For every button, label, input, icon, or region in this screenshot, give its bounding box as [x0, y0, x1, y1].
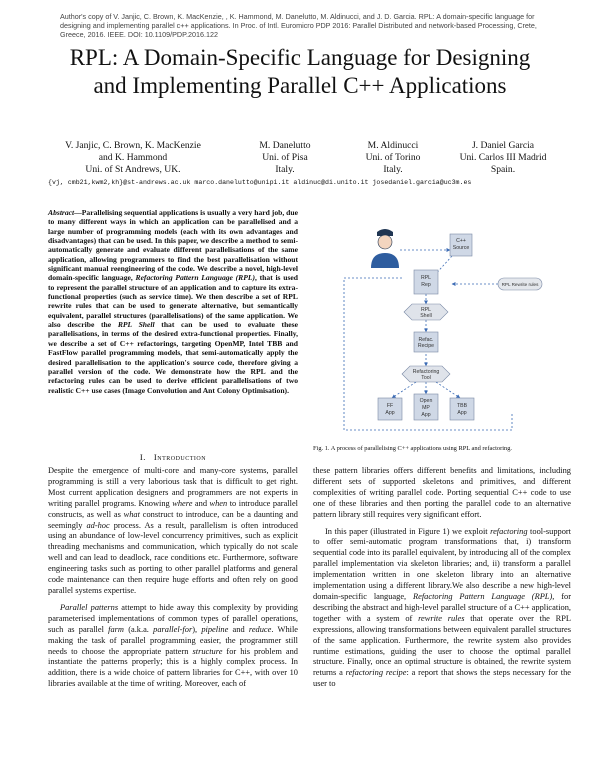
- svg-text:Tool: Tool: [421, 375, 431, 381]
- intro-paragraph-1: Despite the emergence of multi-core and many-core systems, parallel programming is still a very laborious task that is difficult to get right. Most current application designers and programmers are not experts in writing parallel programs. Knowing where and when to introduce parallel constructs, as well as what construct to introduce, can be a daunting and seemingly ad-hoc process. As a result, parallelism is often introduced using an abundance of low-level concurrency primitives, such as explicit threading mechanisms and communication, which typically do not scale well and can lead to deadlock, race conditions etc. Furthermore, software engineering tasks such as porting to other parallel platforms and general code maintenance can then require huge efforts and often rely on good parallel systems expertise.: [48, 466, 299, 595]
- svg-text:Rep: Rep: [421, 282, 431, 288]
- svg-text:App: App: [457, 410, 467, 416]
- svg-text:MP: MP: [422, 405, 430, 411]
- rpl-rep-node: [414, 270, 438, 294]
- intro-paragraph-4: In this paper (illustrated in Figure 1) we exploit refactoring tool-support to offer semi-automatic program transformations that, i) transform sequential code into its parallel equivalent, by introducing all of the complex parallel implementation via skeleton libraries; and, ii) transform a parallel implementation written in one skeleton library into an alternative implementation using a different library.We also describe a new high-level domain-specific language, Refactoring Pattern Language (RPL), for describing the abstract and high-level parallel structure of a C++ application, together with a system of rewrite rules that operate over the RPL expressions, allowing transformations between equivalent parallel structures of the same application. Furthermore, the rewrite system also provides runtime estimations, guiding the user to choose the optimal parallel structure. Finally, once an optimal structure is obtained, the rewrite system returns a refactoring recipe: a report that shows the steps necessary for the user to: [313, 526, 571, 689]
- title-line-1: RPL: A Domain-Specific Language for Designing: [69, 45, 531, 70]
- user-icon: [371, 229, 399, 268]
- svg-text:FF: FF: [386, 403, 394, 409]
- figure-1-process-diagram: [340, 226, 580, 441]
- author-emails: {vj, cmb21,kwm2,kh}@st-andrews.ac.uk marco.danelutto@unipi.it aldinuc@di.unito.it josedaniel.garcia@uc3m.es: [48, 179, 472, 186]
- svg-text:Refactoring: Refactoring: [412, 369, 440, 375]
- title-line-2: and Implementing Parallel C++ Applications: [93, 73, 507, 98]
- author-name: M. Danelutto: [259, 140, 311, 151]
- rewrite-rules-node: [498, 278, 542, 290]
- svg-text:Open: Open: [419, 398, 433, 404]
- svg-text:RPL: RPL: [420, 307, 432, 313]
- section-heading-introduction: I. Introduction: [139, 452, 207, 462]
- intro-paragraph-2: Parallel patterns attempt to hide away this complexity by providing parameterised implementations of common types of parallel operations, such as parallel farm (a.k.a. parallel-for), pipeline and reduce. While making the task of parallel programming easier, the programmer still needs to choose the appropriate pattern structure for his problem and instantiate the patterns properly; this is a highly complex process. In addition, there is a wide choice of pattern libraries for C++, with over 10 libraries available at the time of writing. Moreover, each of: [48, 602, 299, 689]
- author-block-torino: [343, 140, 443, 176]
- author-country: Spain.: [490, 164, 516, 175]
- author-block-pisa: [240, 140, 330, 176]
- refactoring-recipe-node: [414, 332, 438, 352]
- paper-title: [40, 44, 560, 100]
- svg-text:Refac.: Refac.: [418, 337, 434, 343]
- svg-text:Shell: Shell: [420, 313, 432, 319]
- cpp-source-node: [450, 234, 472, 256]
- intro-paragraph-3: these pattern libraries offers different benefits and limitations, including different sets of supported skeletons and primitives, and different complexities of writing parallel code. Porting sequential C++ code to use one of these libraries and then porting the parallel code to an alternative pattern library still requires very significant effort.: [313, 466, 571, 519]
- author-affiliation: Uni. Carlos III Madrid: [459, 152, 547, 163]
- openmp-app-node: [414, 394, 438, 420]
- svg-text:App: App: [421, 412, 431, 418]
- author-affiliation: Uni. of Pisa: [262, 152, 308, 163]
- svg-text:App: App: [385, 410, 395, 416]
- svg-text:TBB: TBB: [456, 403, 468, 409]
- author-name: M. Aldinucci: [367, 140, 419, 151]
- author-affiliation: Uni. of St Andrews, UK.: [85, 164, 181, 175]
- tbb-app-node: [450, 398, 474, 420]
- author-name: J. Daniel Garcia: [471, 140, 535, 151]
- svg-text:RPL: RPL: [420, 275, 432, 281]
- svg-text:C++: C++: [456, 238, 466, 244]
- author-names: V. Janjic, C. Brown, K. MacKenzie: [65, 140, 201, 151]
- author-block-st-andrews: [48, 140, 218, 176]
- author-country: Italy.: [275, 164, 295, 175]
- author-names-cont: and K. Hammond: [98, 152, 168, 163]
- copyright-notice: Author's copy of V. Janjic, C. Brown, K. MacKenzie, , K. Hammond, M. Danelutto, M. Aldinucci, and J. D. Garcia. RPL: A domain-specific language for designing and implementing parallel c++ applications. In Proc. of Intl. Euromicro PDP 2016: Parallel Distributed and network-based Processing, Crete, Greece, 2016. IEEE. DOI: 10.1109/PDP.2016.122: [60, 12, 537, 40]
- figure-1-caption: Fig. 1. A process of parallelising C++ applications using RPL and refactoring.: [313, 445, 513, 452]
- arrow-tool-to-ff: [392, 382, 416, 398]
- right-column-text: [313, 466, 571, 690]
- abstract-label: Abstract: [48, 208, 75, 217]
- author-block-madrid: [448, 140, 558, 176]
- ff-app-node: [378, 398, 402, 420]
- arrow-tool-to-tbb: [436, 382, 460, 398]
- abstract: Abstract—Parallelising sequential applications is usually a very hard job, due to many different ways in which an application can be parallelised and a large number of programming models (each with its own advantages and disadvantages) that can be used. In this paper, we describe a method to semi-automatically generate and evaluate different parallelisations of the same application, allowing programmers to find the best parallelisation without significant manual reengineering of the code. We describe a novel, high-level domain-specific language, Refactoring Pattern Language (RPL), that is used to represent the parallel structure of an application and to capture its extra-functional properties (such as service time). We then describe a set of RPL rewrite rules that can be used to generate alternative, but semantically equivalent, parallel structures (parallelisations) of the same application. We also describe the RPL Shell that can be used to evaluate these parallelisations, in terms of the desired extra-functional properties. Finally, we describe a set of C++ refactorings, targeting OpenMP, Intel TBB and FastFlow parallel programming models, that semi-automatically apply the desired parallelisation to the application's source code, therefore giving a parallel version of the code. We demonstrate how the RPL and the refactoring rules can be used to derive efficient parallelisations of two realistic C++ use cases (Image Convolution and Ant Colony Optimisation).: [48, 208, 298, 395]
- rpl-shell-node: [404, 304, 448, 320]
- left-column-text: [48, 466, 298, 690]
- svg-text:Recipe: Recipe: [417, 343, 435, 349]
- svg-text:Source: Source: [452, 245, 470, 251]
- author-affiliation: Uni. of Torino: [365, 152, 421, 163]
- refactoring-tool-node: [402, 366, 450, 382]
- author-country: Italy.: [383, 164, 403, 175]
- svg-text:RPL Rewrite rules: RPL Rewrite rules: [501, 282, 539, 287]
